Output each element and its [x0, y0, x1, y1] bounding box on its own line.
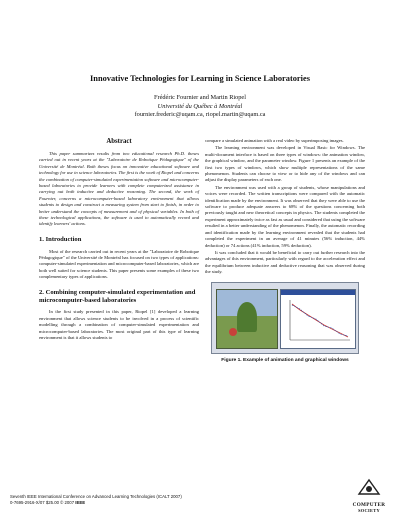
- figure-1-screenshot: [211, 282, 359, 354]
- tree-image: [237, 302, 257, 332]
- author-block: [20, 94, 380, 120]
- logo-line-1: COMPUTER: [352, 502, 386, 508]
- figure-1-caption: Figure 1. Example of animation and graphical windows: [221, 357, 349, 363]
- right-paragraph-2: The learning environment was developed in Visual Basic for Windows. The multi-document interface is based on three types of windows: the animation window, the graphical window, and the parameter window. Figure 1 presents an example of the first two types of windows, which show multiple representations of the same phenomenon. Students can choose to view or to hide any of the windows and can adjust the display parameters of each one.: [205, 145, 365, 183]
- introduction-paragraph: Most of the research carried out in recent years at the "Laboratoire de Robotique Pédagogique" of the Université de Montréal has focused on two types of applications: computer-simulated experimentation and microcomputer-based laboratories, which are both well suited for science students. This paper presents some examples of these two complementary types of applications.: [39, 248, 199, 280]
- author-names: Frédéric Fournier and Martin Riopel: [154, 94, 246, 101]
- abstract-heading: Abstract: [106, 138, 132, 145]
- animation-window: [216, 289, 278, 349]
- footer-isbn-line: 0-7695-2916-X/07 $25.00 © 2007 IEEE: [10, 499, 86, 505]
- graph-plot: [284, 298, 352, 344]
- ieee-logo-text: IEEE: [75, 499, 86, 505]
- footer-conference-line: Seventh IEEE International Conference on Advanced Learning Technologies (ICALT 2007): [10, 494, 182, 499]
- paper-title: Innovative Technologies for Learning in Science Laboratories: [90, 74, 310, 83]
- logo-line-2: SOCIETY: [358, 508, 380, 513]
- author-affiliation: Université du Québec à Montréal: [157, 102, 243, 110]
- author-emails: fournier.frederic@uqam.ca, riopel.martin@uqam.ca: [134, 111, 266, 119]
- right-paragraph-3: The environment was used with a group of students, whose manipulations and voices were recorded. The written transcriptions were compared with the automatic identification made by the environment. It was observed that they were able to use the software to produce adequate answers to 68% of the questions concerning both previously taught and new theoretical concepts in physics. The students completed the experiment approximately twice as fast as usual and considered that using the software resulted in a better understanding of the phenomenon. Finally, the automatic recording and identification made by the learning environment revealed that the students had completed the experiment in an average of 41 minutes (56% induction, 44% deduction) or 74 actions (41% induction, 59% deduction).: [205, 184, 365, 248]
- computer-society-mark-icon: [357, 478, 381, 496]
- abstract-text: This paper summarizes results from two educational research Ph.D. theses carried out in recent years at the "Laboratoire de Robotique Pédagogique" of the Université de Montréal. Both theses focus on innovative educational software and technology for use in science laboratories. The first is the work of Riopel and concerns the combination of computer-simulated experimentation software and microcomputer-based laboratories to provide learners with complete computerized assistance in carrying out both inductive and deductive reasoning. The second, the work of Fournier, concerns a microcomputer-based laboratory environment that allows students to design and construct a measuring system from start to finish, in order to better understand the concepts of measurement and of physical variables. In both of these technological applications, the software is used to automatically record and identify learners' actions.: [39, 151, 199, 227]
- right-paragraph-4: It was concluded that it would be beneficial to carry out further research into the advantages of this environment, particularly with regard to the acceleration effect and the equilibrium between inductive and deductive reasoning that was observed during the study.: [205, 249, 365, 275]
- conference-footer: [10, 494, 182, 505]
- ball-image: [229, 328, 237, 336]
- section-heading-introduction: 1. Introduction: [39, 235, 82, 243]
- section-heading-combining: 2. Combining computer-simulated experimentation and microcomputer-based laboratories: [39, 288, 196, 304]
- graphical-window: [280, 289, 356, 349]
- combining-paragraph: In the first study presented in this paper, Riopel [1] developed a learning environment that allows science students to be involved in a process of scientific modelling through a combination of computer-simulated experimentation and microcomputer-based laboratories. The most original part of this type of learning environment is that it allows students to: [39, 309, 199, 340]
- left-column: [39, 138, 199, 341]
- window-title-bar: [281, 290, 355, 295]
- computer-society-logo: [346, 478, 392, 514]
- right-column: [205, 138, 365, 364]
- right-paragraph-1: compare a simulated animation with a real video by superimposing images.: [205, 138, 344, 143]
